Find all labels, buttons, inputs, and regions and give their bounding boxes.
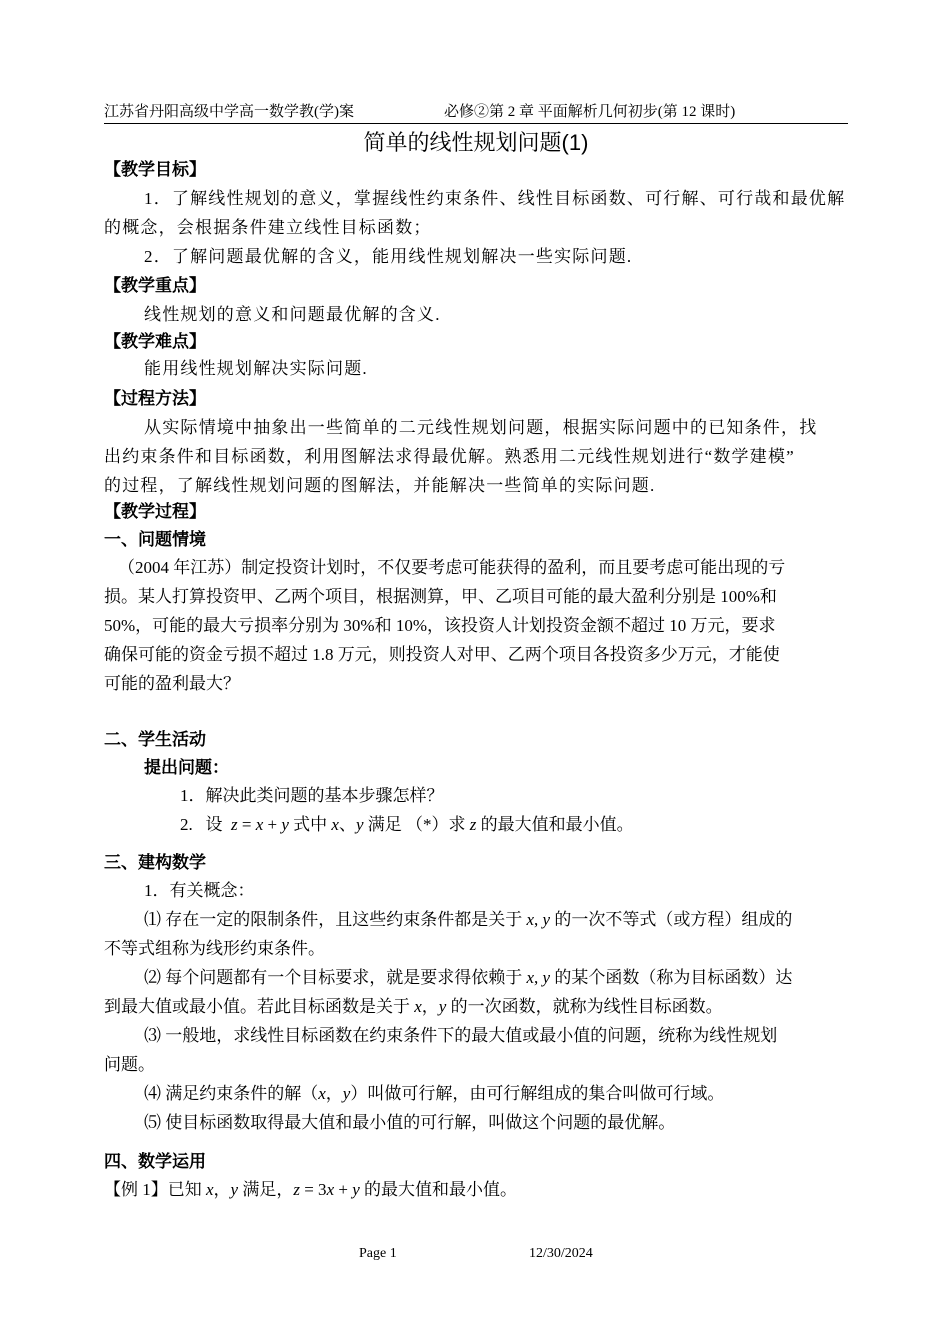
goal-1-line-1: 1．了解线性规划的意义，掌握线性约束条件、线性目标函数、可行解、可行哉和最优解 (144, 189, 846, 208)
heading-problem-situation: 一、问题情境 (104, 530, 206, 549)
example-1-label: 【例 1】 (104, 1180, 168, 1199)
key-point-text: 线性规划的意义和问题最优解的含义. (144, 305, 441, 324)
problem-line-5: 可能的盈利最大？ (104, 674, 240, 693)
header-chapter: 必修②第 2 章 平面解析几何初步(第 12 课时) (444, 104, 736, 120)
heading-math-application: 四、数学运用 (104, 1152, 206, 1171)
heading-key-points: 【教学重点】 (104, 276, 206, 295)
goal-2: 2．了解问题最优解的含义，能用线性规划解决一些实际问题. (144, 247, 633, 266)
footer-date: 12/30/2024 (529, 1246, 593, 1261)
concept-2-line-1: ⑵ 每个问题都有一个目标要求，就是要求得依赖于 x, y 的某个函数（称为目标函数）达 (144, 968, 793, 987)
document-title: 简单的线性规划问题(1) (363, 130, 589, 155)
page-header (104, 101, 848, 124)
example-1: 【例 1】已知 x，y 满足，z = 3x + y 的最大值和最小值。 (104, 1180, 517, 1199)
concept-3-line-2: 问题。 (104, 1055, 155, 1074)
goal-1-line-2: 的概念，会根据条件建立线性目标函数； (104, 218, 432, 237)
question-1: 1．解决此类问题的基本步骤怎样？ (180, 786, 444, 805)
problem-line-1: （2004 年江苏）制定投资计划时，不仅要考虑可能获得的盈利，而且要考虑可能出现的亏 (118, 558, 786, 577)
heading-teaching-goals: 【教学目标】 (104, 160, 206, 179)
concepts-intro: 1．有关概念： (144, 881, 255, 900)
difficulty-text: 能用线性规划解决实际问题. (144, 359, 368, 378)
raise-questions: 提出问题： (144, 758, 229, 777)
concept-1-line-2: 不等式组称为线形约束条件。 (104, 939, 325, 958)
concept-2-line-2: 到最大值或最小值。若此目标函数是关于 x，y 的一次函数，就称为线性目标函数。 (104, 997, 723, 1016)
heading-teaching-process: 【教学过程】 (104, 502, 206, 521)
page-number: Page 1 (359, 1246, 397, 1261)
method-line-2: 出约束条件和目标函数，利用图解法求得最优解。熟悉用二元线性规划进行“数学建模” (104, 447, 795, 466)
heading-student-activity: 二、学生活动 (104, 730, 206, 749)
method-line-1: 从实际情境中抽象出一些简单的二元线性规划问题，根据实际问题中的已知条件，找 (144, 418, 818, 437)
problem-line-4: 确保可能的资金亏损不超过 1.8 万元，则投资人对甲、乙两个项目各投资多少万元，才能使 (104, 645, 780, 664)
question-2: 2. 设 z = x + y 式中 x、y 满足 （*）求 z 的最大值和最小值。 (180, 815, 634, 834)
problem-line-3: 50%，可能的最大亏损率分别为 30%和 10%，该投资人计划投资金额不超过 10 万元，要求 (104, 616, 776, 635)
concept-4: ⑷ 满足约束条件的解（x，y）叫做可行解，由可行解组成的集合叫做可行域。 (144, 1084, 725, 1103)
heading-process-methods: 【过程方法】 (104, 389, 206, 408)
concept-3-line-1: ⑶ 一般地，求线性目标函数在约束条件下的最大值或最小值的问题，统称为线性规划 (144, 1026, 778, 1045)
concept-1-line-1: ⑴ 存在一定的限制条件，且这些约束条件都是关于 x, y 的一次不等式（或方程）组成的 (144, 910, 793, 929)
heading-construct-math: 三、建构数学 (104, 853, 206, 872)
header-school: 江苏省丹阳高级中学高一数学教(学)案 (104, 104, 354, 120)
concept-5: ⑸ 使目标函数取得最大值和最小值的可行解，叫做这个问题的最优解。 (144, 1113, 676, 1132)
method-line-3: 的过程，了解线性规划问题的图解法，并能解决一些简单的实际问题. (104, 476, 656, 495)
heading-difficulties: 【教学难点】 (104, 332, 206, 351)
problem-line-2: 损。某人打算投资甲、乙两个项目，根据测算，甲、乙项目可能的最大盈利分别是 100%和 (104, 587, 777, 606)
